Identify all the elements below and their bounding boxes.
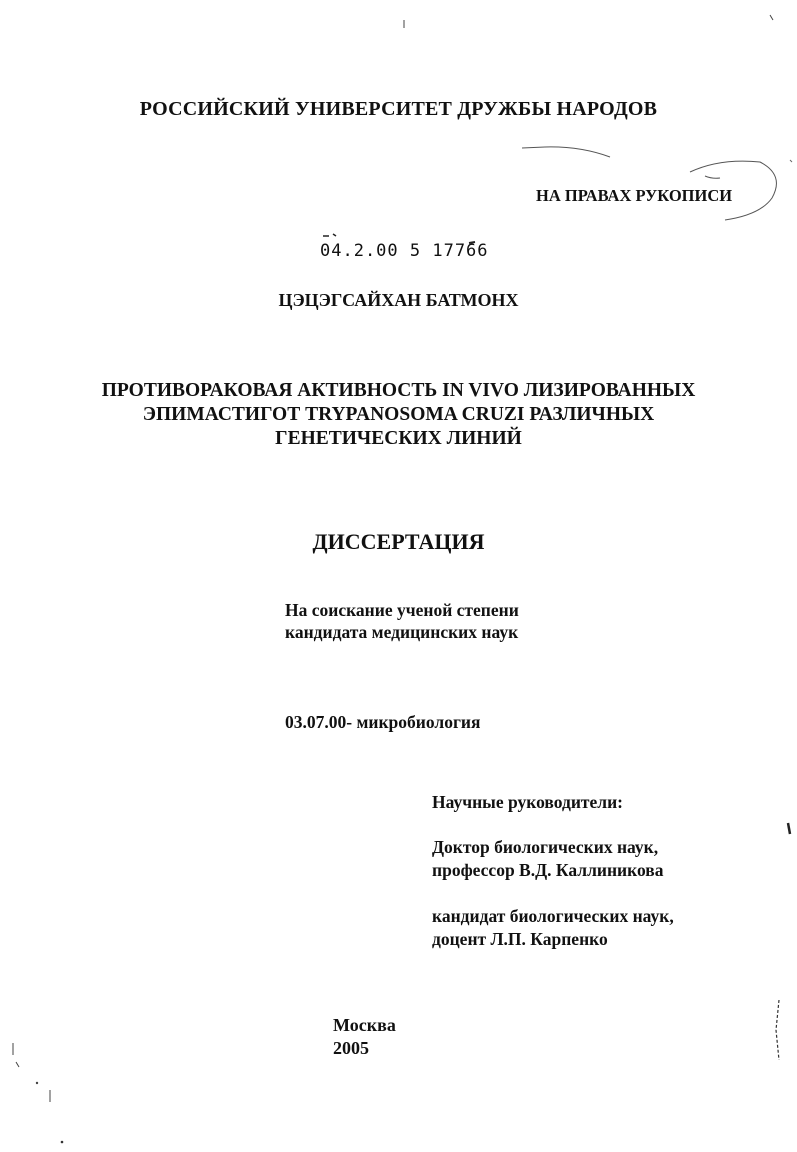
scan-speck: [770, 15, 773, 20]
supervisor-1-name: профессор В.Д. Каллиникова: [432, 860, 664, 880]
city: Москва: [333, 1015, 396, 1035]
scan-speck: [788, 823, 790, 834]
supervisor-2-name: доцент Л.П. Карпенко: [432, 929, 608, 949]
degree-line-2: кандидата медицинских наук: [285, 622, 519, 642]
scan-speck: [333, 234, 336, 236]
scan-speck: [36, 1082, 38, 1084]
scan-speck: [61, 1141, 64, 1144]
title-line-2: ЭПИМАСТИГОТ TRYPANOSOMA CRUZI РАЗЛИЧНЫХ: [142, 404, 655, 425]
catalog-number-stamp: 04.2.00 5 17766: [320, 241, 489, 261]
supervisors-heading: Научные руководители:: [432, 792, 624, 812]
manuscript-note: НА ПРАВАХ РУКОПИСИ: [536, 186, 733, 205]
margin-mark: [776, 1000, 779, 1060]
title-line-1: ПРОТИВОРАКОВАЯ АКТИВНОСТЬ IN VIVO ЛИЗИРОВАННЫХ: [101, 380, 696, 401]
supervisor-1-degree: Доктор биологических наук,: [432, 837, 659, 857]
pen-stroke: [522, 147, 610, 157]
author-name: ЦЭЦЭГСАЙХАН БАТМОНХ: [278, 290, 519, 310]
specialty-code: 03.07.00- микробиология: [285, 712, 481, 732]
year: 2005: [333, 1038, 369, 1058]
university-name: РОССИЙСКИЙ УНИВЕРСИТЕТ ДРУЖБЫ НАРОДОВ: [139, 98, 658, 120]
document-type: ДИССЕРТАЦИЯ: [312, 529, 485, 554]
pen-stroke: [705, 176, 720, 178]
scan-speck: [16, 1062, 19, 1067]
degree-line-1: На соискание ученой степени: [285, 600, 519, 620]
supervisor-2-degree: кандидат биологических наук,: [432, 906, 674, 926]
scan-speck: [790, 160, 792, 162]
title-line-3: ГЕНЕТИЧЕСКИХ ЛИНИЙ: [275, 428, 522, 449]
